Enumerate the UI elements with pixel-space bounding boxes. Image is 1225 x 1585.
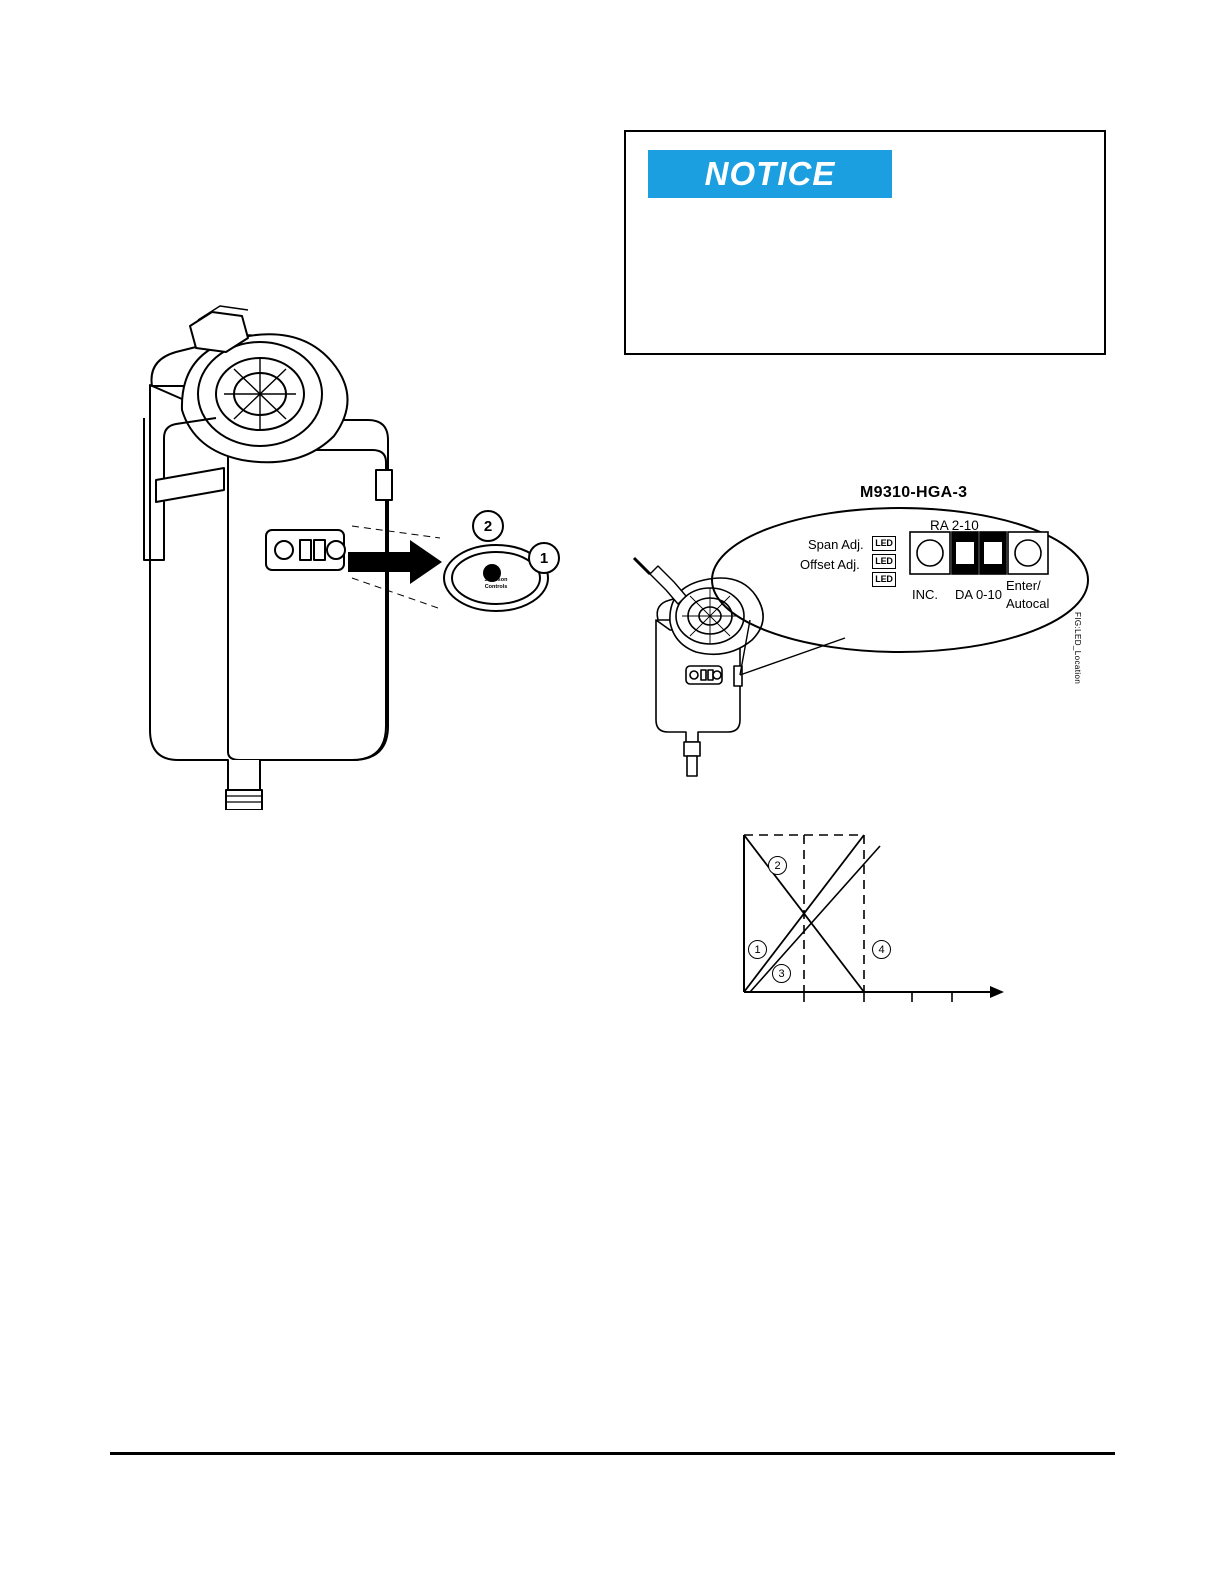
label-ra-2-10: RA 2-10 (930, 518, 979, 533)
callout-marker-2: 2 (472, 510, 504, 542)
label-inc: INC. (912, 587, 938, 602)
led-indicator-3: LED (872, 572, 896, 587)
callout-marker-1: 1 (528, 542, 560, 574)
graph-callout-3: 3 (772, 964, 791, 983)
figure-actuator-cover-removal (120, 290, 580, 810)
graph-callout-2: 2 (768, 856, 787, 875)
graph-callout-1: 1 (748, 940, 767, 959)
svg-text:Controls: Controls (484, 584, 508, 590)
footer-divider (110, 1452, 1115, 1455)
figure-led-location (600, 470, 1120, 790)
label-offset-adj: Offset Adj. (800, 557, 860, 572)
leader-line (740, 638, 845, 675)
svg-text:Johnson: Johnson (484, 577, 508, 583)
led-location-drawing (600, 470, 1120, 790)
label-span-adj: Span Adj. (808, 537, 864, 552)
figure-signal-response-graph (700, 820, 1020, 1020)
label-enter-autocal-line1: Enter/ (1006, 578, 1041, 593)
notice-banner-label: NOTICE (704, 155, 836, 192)
graph-drawing (700, 820, 1020, 1020)
actuator-drawing (120, 290, 580, 810)
figure-code-label: FIG:LED_Location (1073, 612, 1082, 685)
label-da-0-10: DA 0-10 (955, 587, 1002, 602)
led-indicator-2: LED (872, 554, 896, 569)
figure-right-title: M9310-HGA-3 (860, 484, 968, 501)
label-enter-autocal-line2: Autocal (1006, 596, 1050, 611)
graph-callout-4: 4 (872, 940, 891, 959)
notice-banner (648, 150, 892, 198)
led-indicator-1: LED (872, 536, 896, 551)
notice-box (624, 130, 1106, 355)
